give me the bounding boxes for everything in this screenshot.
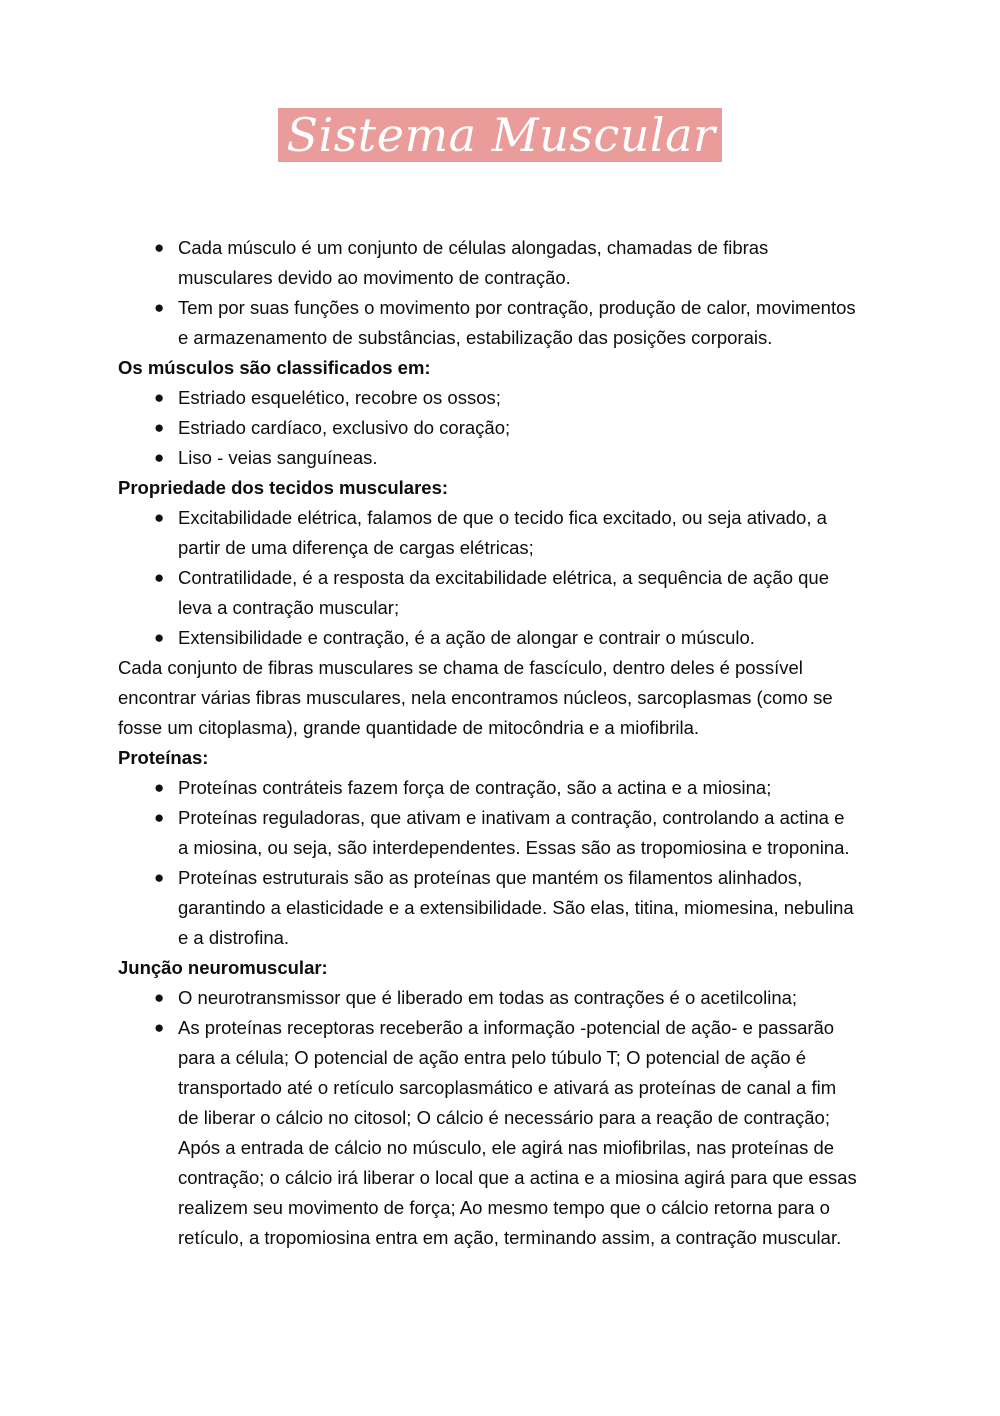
page-title-text: Sistema Muscular xyxy=(278,108,721,162)
bullet-icon: ● xyxy=(154,1018,165,1037)
list-item-text: Excitabilidade elétrica, falamos de que o tecido fica excitado, ou seja ativado, a partir de uma diferença de cargas elétricas; xyxy=(178,507,827,558)
list-item-text: As proteínas receptoras receberão a informação -potencial de ação- e passarão para a célula; O potencial de ação entra pelo túbulo T; O potencial de ação é transportado até o retículo sarcoplasmático e ativará as proteínas de canal a fim de liberar o cálcio no citosol; O cálcio é necessário para a reação de contração; Após a entrada de cálcio no músculo, ele agirá nas miofibrilas, nas proteínas de contração; o cálcio irá liberar o local que a actina e a miosina agirá para que essas realizem seu movimento de força; Ao mesmo tempo que o cálcio retorna para o retículo, a tropomiosina entra em ação, terminando assim, a contração muscular. xyxy=(178,1017,857,1248)
bullet-icon: ● xyxy=(154,568,165,587)
bullet-icon: ● xyxy=(154,418,165,437)
bullet-icon: ● xyxy=(154,628,165,647)
intro-list xyxy=(118,233,858,353)
list-item xyxy=(118,293,858,353)
classificacao-list xyxy=(118,383,858,473)
page-title xyxy=(0,108,1000,162)
list-item-text: Tem por suas funções o movimento por contração, produção de calor, movimentos e armazenamento de substâncias, estabilização das posições corporais. xyxy=(178,297,856,348)
bullet-icon: ● xyxy=(154,298,165,317)
list-item-text: Contratilidade, é a resposta da excitabilidade elétrica, a sequência de ação que leva a contração muscular; xyxy=(178,567,830,618)
list-item xyxy=(118,443,858,473)
list-item xyxy=(118,803,858,863)
juncao-list xyxy=(118,983,858,1253)
propriedades-list xyxy=(118,503,858,653)
bullet-icon: ● xyxy=(154,988,165,1007)
list-item-text: Estriado cardíaco, exclusivo do coração; xyxy=(178,417,511,438)
section-heading-classificacao: Os músculos são classificados em: xyxy=(118,357,431,378)
document-body xyxy=(118,233,858,1253)
list-item-text: Estriado esquelético, recobre os ossos; xyxy=(178,387,501,408)
list-item-text: Proteínas contráteis fazem força de contração, são a actina e a miosina; xyxy=(178,777,772,798)
paragraph-fasciculo: Cada conjunto de fibras musculares se chama de fascículo, dentro deles é possível encontrar várias fibras musculares, nela encontramos núcleos, sarcoplasmas (como se fosse um citoplasma), grande quantidade de mitocôndria e a miofibrila. xyxy=(118,657,833,738)
proteinas-list xyxy=(118,773,858,953)
bullet-icon: ● xyxy=(154,508,165,527)
list-item-text: O neurotransmissor que é liberado em todas as contrações é o acetilcolina; xyxy=(178,987,798,1008)
section-heading-proteinas: Proteínas: xyxy=(118,747,209,768)
list-item xyxy=(118,233,858,293)
bullet-icon: ● xyxy=(154,808,165,827)
list-item-text: Cada músculo é um conjunto de células alongadas, chamadas de fibras musculares devido ao movimento de contração. xyxy=(178,237,769,288)
list-item xyxy=(118,983,858,1013)
list-item xyxy=(118,863,858,953)
list-item xyxy=(118,1013,858,1253)
list-item xyxy=(118,413,858,443)
bullet-icon: ● xyxy=(154,868,165,887)
bullet-icon: ● xyxy=(154,238,165,257)
section-heading-juncao: Junção neuromuscular: xyxy=(118,957,328,978)
list-item xyxy=(118,623,858,653)
list-item xyxy=(118,773,858,803)
list-item-text: Liso - veias sanguíneas. xyxy=(178,447,378,468)
section-heading-propriedades: Propriedade dos tecidos musculares: xyxy=(118,477,449,498)
list-item-text: Proteínas reguladoras, que ativam e inativam a contração, controlando a actina e a miosina, ou seja, são interdependentes. Essas são as tropomiosina e troponina. xyxy=(178,807,850,858)
list-item xyxy=(118,503,858,563)
bullet-icon: ● xyxy=(154,448,165,467)
list-item xyxy=(118,383,858,413)
list-item xyxy=(118,563,858,623)
list-item-text: Proteínas estruturais são as proteínas que mantém os filamentos alinhados, garantindo a elasticidade e a extensibilidade. São elas, titina, miomesina, nebulina e a distrofina. xyxy=(178,867,854,948)
bullet-icon: ● xyxy=(154,778,165,797)
list-item-text: Extensibilidade e contração, é a ação de alongar e contrair o músculo. xyxy=(178,627,755,648)
bullet-icon: ● xyxy=(154,388,165,407)
